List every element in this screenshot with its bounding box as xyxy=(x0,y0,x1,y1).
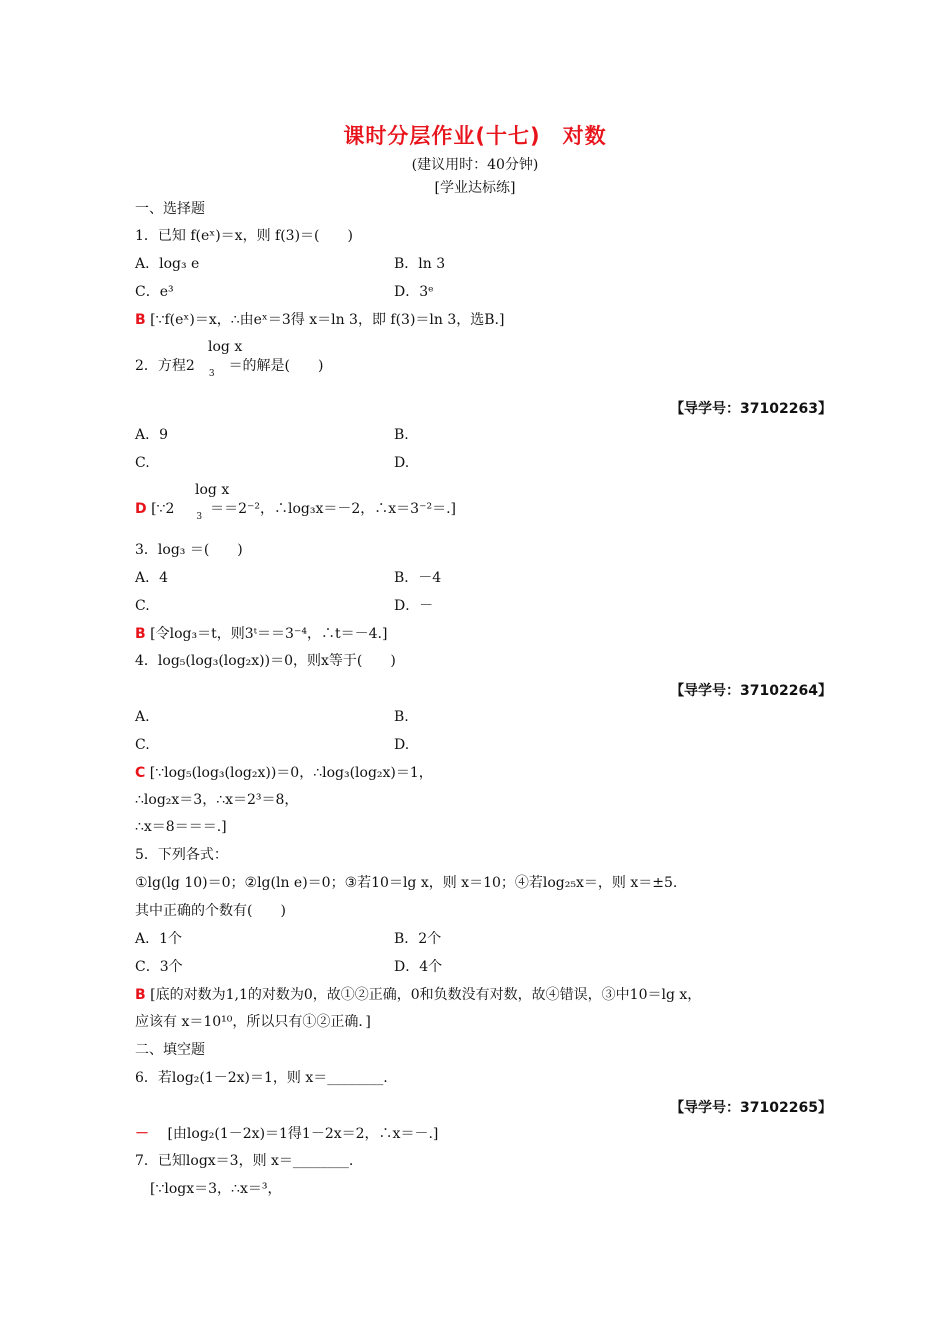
q6-stem: 6．若log₂(1－2x)＝1，则 x＝________. xyxy=(135,1070,388,1086)
q2-option-d: D. xyxy=(394,455,410,471)
q5-solution-line-1 xyxy=(135,986,701,1004)
q4-option-c: C. xyxy=(135,737,150,753)
q5-option-d: D．4个 xyxy=(394,959,443,975)
q5-answer: B xyxy=(135,987,146,1003)
q1-option-c: C．e³ xyxy=(135,284,174,300)
q4-guide-number: 【导学号：37102264】 xyxy=(670,683,832,699)
q2-stem-tail: ＝的解是( ) xyxy=(228,358,324,374)
q4-option-b: B. xyxy=(394,709,409,725)
q3-stem: 3．log₃ ＝( ) xyxy=(135,542,243,558)
q2-solution xyxy=(135,500,456,520)
q2-solution-head: [∵2 xyxy=(151,501,175,517)
q1-solution xyxy=(135,311,504,329)
q1-option-d: D．3ᵉ xyxy=(394,284,434,300)
section-heading-choice: 一、选择题 xyxy=(135,201,205,217)
q3-option-c: C. xyxy=(135,598,150,614)
time-note: (建议用时：40分钟) xyxy=(411,157,539,173)
q3-solution xyxy=(135,625,387,643)
q2-option-a: A．9 xyxy=(135,427,169,443)
q6-answer: － xyxy=(135,1126,149,1142)
q4-option-d: D. xyxy=(394,737,410,753)
q3-solution-text: [令log₃＝t，则3ᵗ＝＝3⁻⁴，∴t＝－4.] xyxy=(150,626,388,642)
q2-solution-exponent-label: log x xyxy=(195,482,230,498)
q2-stem xyxy=(135,357,324,377)
q6-solution xyxy=(135,1125,438,1143)
q3-option-a: A．4 xyxy=(135,570,169,586)
q5-option-b: B．2个 xyxy=(394,931,442,947)
q3-answer: B xyxy=(135,626,146,642)
q2-solution-sub: 3 xyxy=(196,512,203,522)
q4-solution-line-1 xyxy=(135,764,433,782)
q5-option-a: A．1个 xyxy=(135,931,183,947)
q2-solution-tail: ＝＝2⁻²，∴log₃x＝－2，∴x＝3⁻²＝.] xyxy=(210,501,457,517)
q2-exponent-label: log x xyxy=(208,339,243,355)
q3-option-d: D．－ xyxy=(394,598,434,614)
q4-answer: C xyxy=(135,765,146,781)
document-title: 课时分层作业(十七) 对数 xyxy=(343,124,607,148)
q5-solution-line-2: 应该有 x＝10¹⁰，所以只有①②正确．] xyxy=(135,1014,371,1030)
q4-solution-line-3: ∴x＝8＝＝＝.] xyxy=(135,819,227,835)
section-heading-fill: 二、填空题 xyxy=(135,1042,205,1058)
q1-solution-text: [∵f(eˣ)＝x，∴由eˣ＝3得 x＝ln 3，即 f(3)＝ln 3，选B.] xyxy=(150,312,505,328)
q5-stem: 5．下列各式： xyxy=(135,847,228,863)
q4-solution-text-1: [∵log₅(log₃(log₂x))＝0，∴log₃(log₂x)＝1， xyxy=(149,765,433,781)
q4-option-a: A. xyxy=(135,709,150,725)
q3-option-b: B．－4 xyxy=(394,570,442,586)
q6-solution-text: [由log₂(1－2x)＝1得1－2x＝2，∴x＝－.] xyxy=(167,1126,439,1142)
q7-stem: 7．已知logx＝3，则 x＝________. xyxy=(135,1153,354,1169)
q4-stem: 4．log₅(log₃(log₂x))＝0，则x等于( ) xyxy=(135,653,396,669)
q5-solution-text-1: [底的对数为1,1的对数为0，故①②正确，0和负数没有对数，故④错误，③中10＝lg x， xyxy=(150,987,702,1003)
q4-solution-line-2: ∴log₂x＝3，∴x＝2³＝8， xyxy=(135,792,299,808)
q6-guide-number: 【导学号：37102265】 xyxy=(670,1100,832,1116)
q5-question: 其中正确的个数有( ) xyxy=(135,903,286,919)
q5-option-c: C．3个 xyxy=(135,959,183,975)
q2-exponent-sub: 3 xyxy=(208,369,215,379)
section-tag: [学业达标练] xyxy=(434,180,516,196)
q2-option-b: B. xyxy=(394,427,409,443)
q1-answer: B xyxy=(135,312,146,328)
q1-stem: 1．已知 f(eˣ)＝x，则 f(3)＝( ) xyxy=(135,228,353,244)
q1-option-b: B．ln 3 xyxy=(394,256,446,272)
q1-option-a: A．log₃ e xyxy=(135,256,200,272)
q2-answer: D xyxy=(135,501,147,517)
q2-guide-number: 【导学号：37102263】 xyxy=(670,401,832,417)
q2-stem-head: 2．方程2 xyxy=(135,358,195,374)
q2-option-c: C. xyxy=(135,455,150,471)
q5-items: ①lg(lg 10)＝0；②lg(ln e)＝0；③若10＝lg x，则 x＝10；④若log₂₅x＝，则 x＝±5. xyxy=(135,875,678,891)
q7-solution: [∵logx＝3，∴x＝³， xyxy=(150,1181,282,1197)
